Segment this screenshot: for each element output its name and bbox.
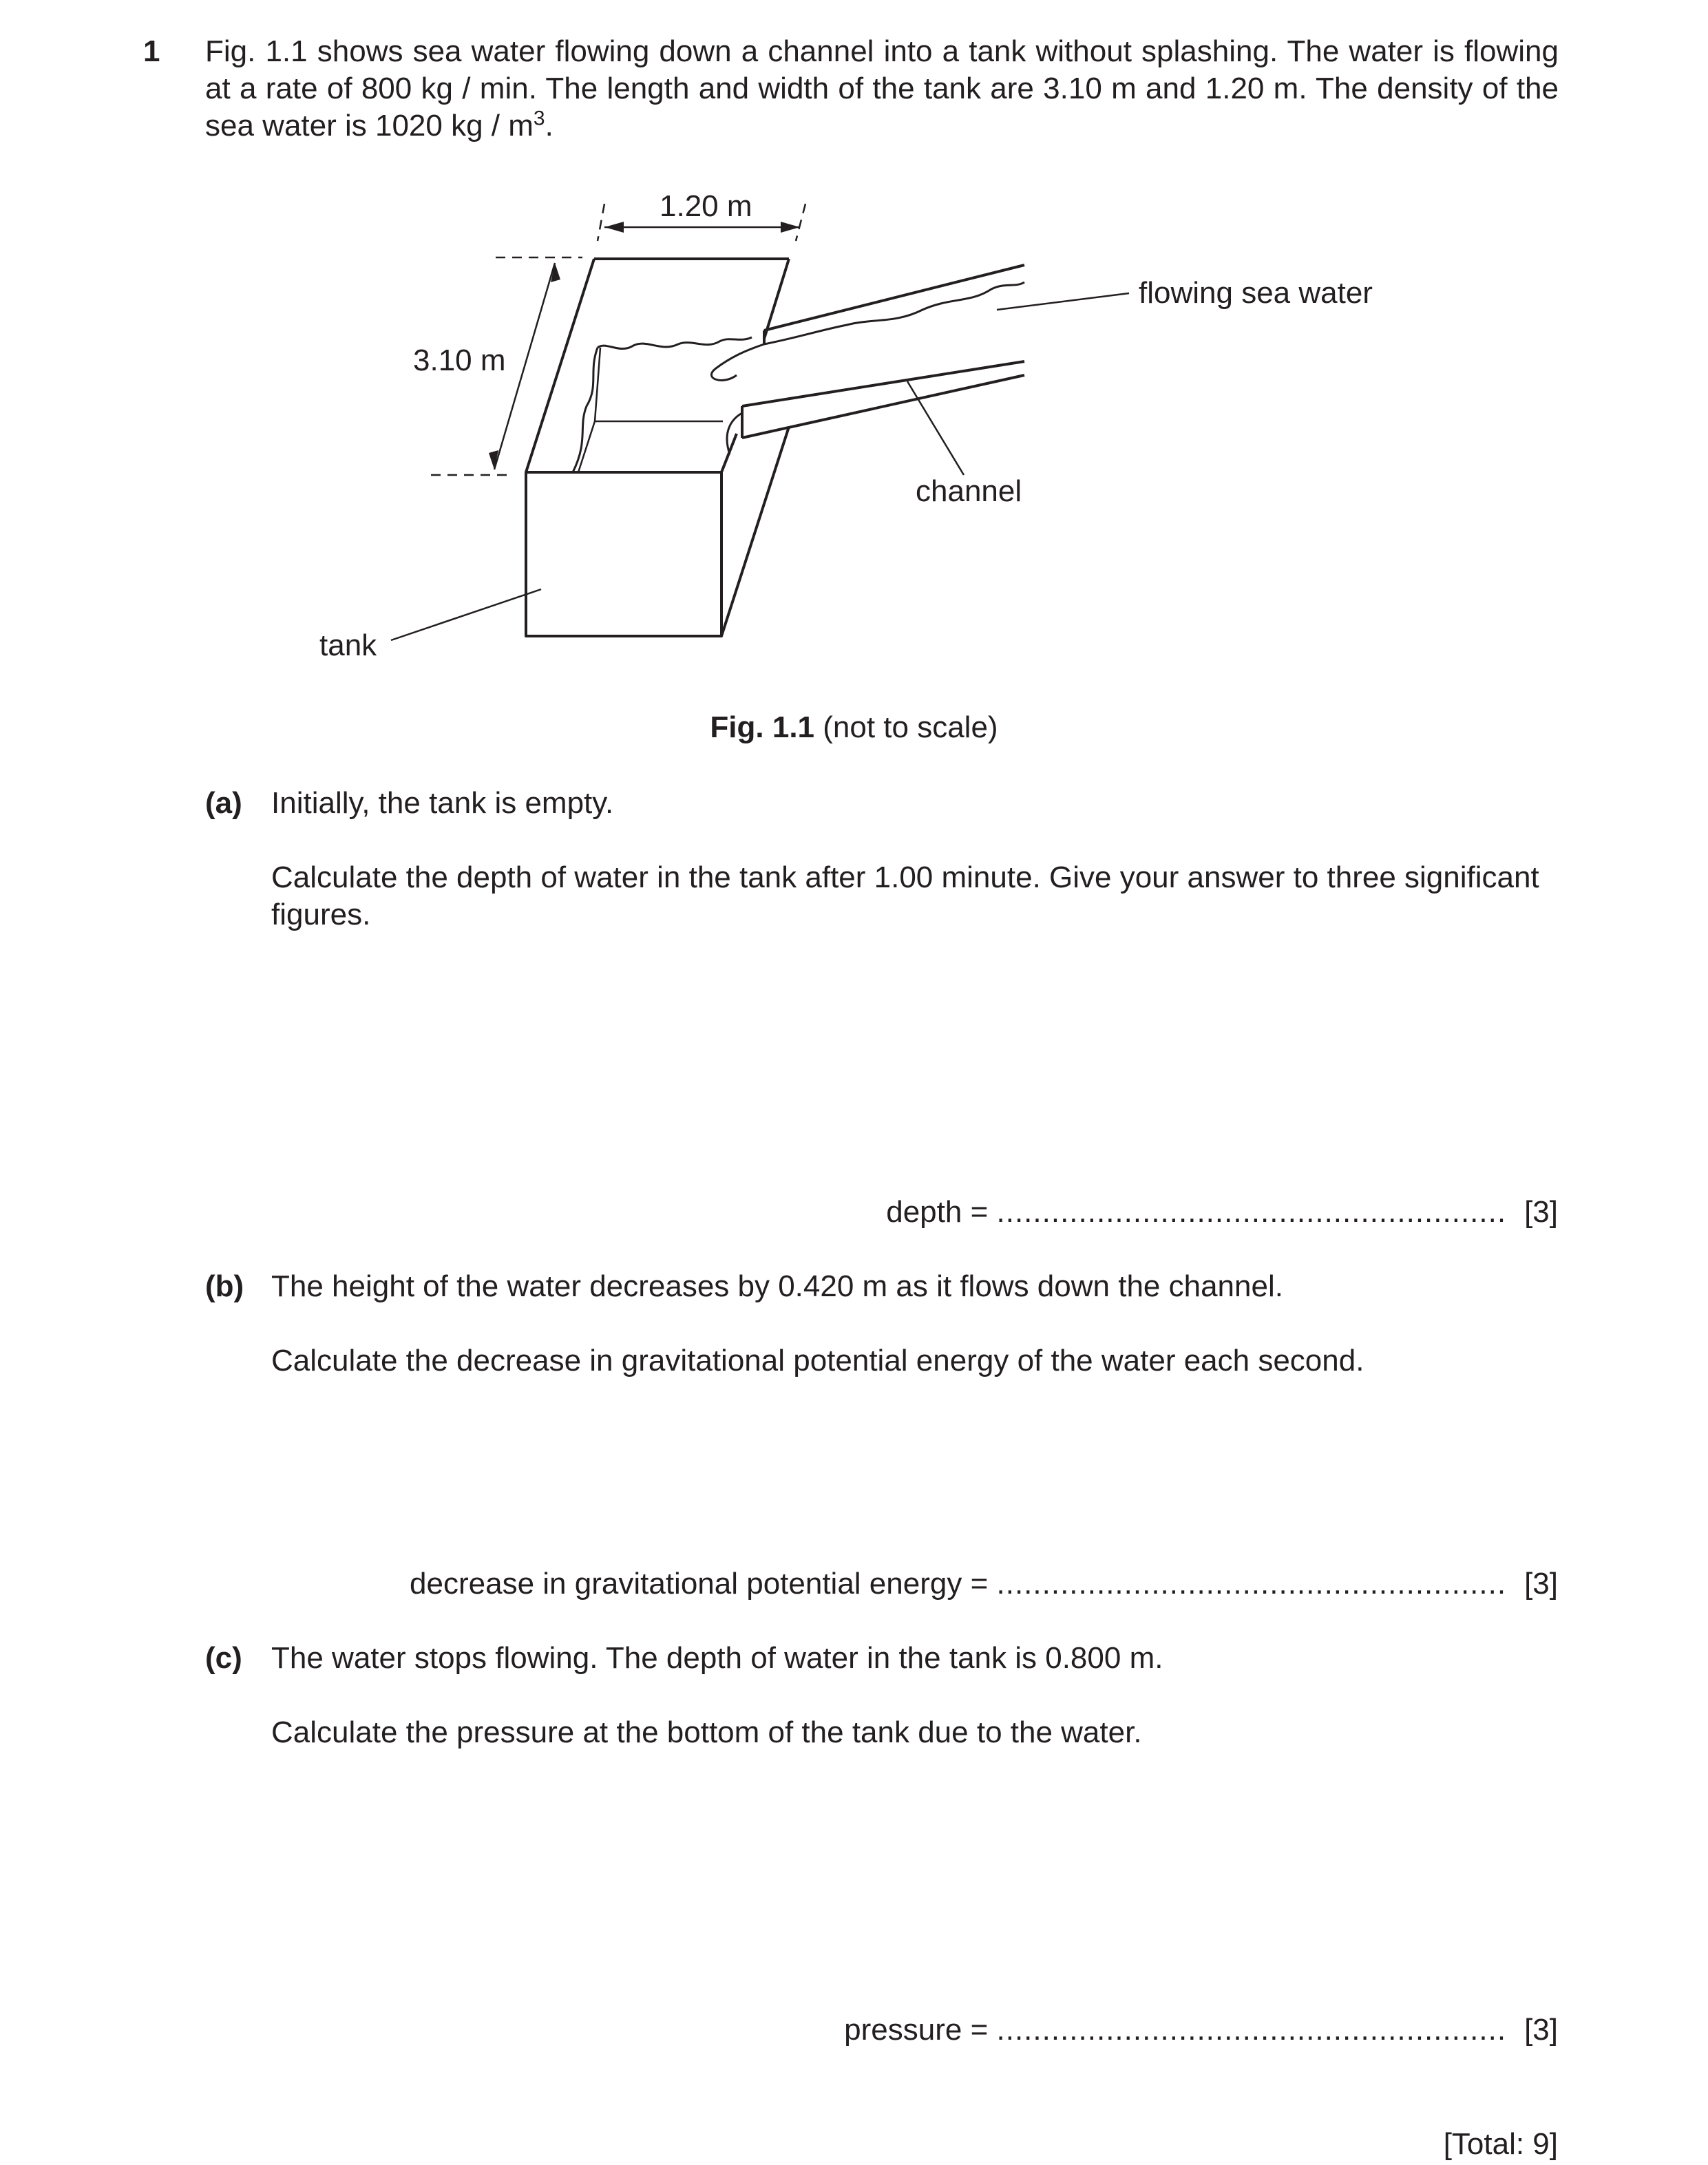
intro-superscript: 3: [533, 107, 545, 130]
width-label: 1.20 m: [660, 189, 752, 223]
length-label: 3.10 m: [413, 344, 506, 377]
part-a-marks: [3]: [1524, 1195, 1558, 1229]
intro-end: .: [545, 109, 553, 142]
part-b-statement: The height of the water decreases by 0.420 m as it flows down the channel.: [271, 1269, 1283, 1303]
part-c-statement: The water stops flowing. The depth of water in the tank is 0.800 m.: [271, 1641, 1163, 1675]
tank-right-lower-edge: [721, 427, 789, 636]
flowing-water-label: flowing sea water: [1139, 276, 1373, 310]
part-a-answer-line: [886, 1194, 1558, 1231]
part-a-answer-label: depth =: [886, 1195, 989, 1229]
channel-top-edge: [764, 265, 1024, 330]
figure-tank-channel: [0, 0, 1708, 688]
total-marks: [Total: 9]: [1443, 2127, 1558, 2161]
intro-text: Fig. 1.1 shows sea water flowing down a channel into a tank without splashing. The water is flowing at a rate of 800 kg / min. The length and width of the tank are 3.10 m and 1.20 m. The density of the sea water is 1020 kg / m: [205, 34, 1559, 142]
part-b-answer-label: decrease in gravitational potential energy =: [410, 1567, 989, 1601]
part-c-answer-label: pressure =: [844, 2013, 989, 2047]
part-c-question: Calculate the pressure at the bottom of the tank due to the water.: [271, 1715, 1142, 1749]
channel-water-surface: [764, 282, 1024, 344]
figure-caption: [0, 709, 1708, 746]
part-a-label: (a): [205, 786, 242, 820]
part-b-label: (b): [205, 1269, 244, 1303]
part-c-answer-dots[interactable]: ........................................................: [996, 2013, 1507, 2047]
tank-pointer-line: [391, 589, 541, 640]
part-a-statement: Initially, the tank is empty.: [271, 786, 614, 820]
part-a-answer-dots[interactable]: ........................................................: [996, 1195, 1507, 1229]
tank-top-left-edge: [526, 259, 594, 472]
part-b-question: Calculate the decrease in gravitational potential energy of the water each second.: [271, 1344, 1364, 1377]
part-b-marks: [3]: [1524, 1567, 1558, 1601]
tank-water-surface: [598, 337, 752, 349]
part-b-answer-line: [410, 1565, 1558, 1603]
channel-label: channel: [916, 474, 1022, 508]
figure-caption-bold: Fig. 1.1: [710, 710, 815, 744]
tank-label: tank: [319, 629, 377, 662]
part-c-answer-line: [844, 2011, 1558, 2049]
part-c-label: (c): [205, 1641, 242, 1675]
water-pointer-line: [997, 293, 1129, 310]
part-b-answer-dots[interactable]: ........................................................: [996, 1567, 1507, 1601]
question-number: 1: [143, 34, 160, 68]
figure-caption-rest: (not to scale): [814, 710, 998, 744]
tank-front-face: [526, 472, 721, 636]
part-a-question: Calculate the depth of water in the tank after 1.00 minute. Give your answer to three significant figures.: [271, 860, 1539, 931]
part-c-marks: [3]: [1524, 2013, 1558, 2047]
